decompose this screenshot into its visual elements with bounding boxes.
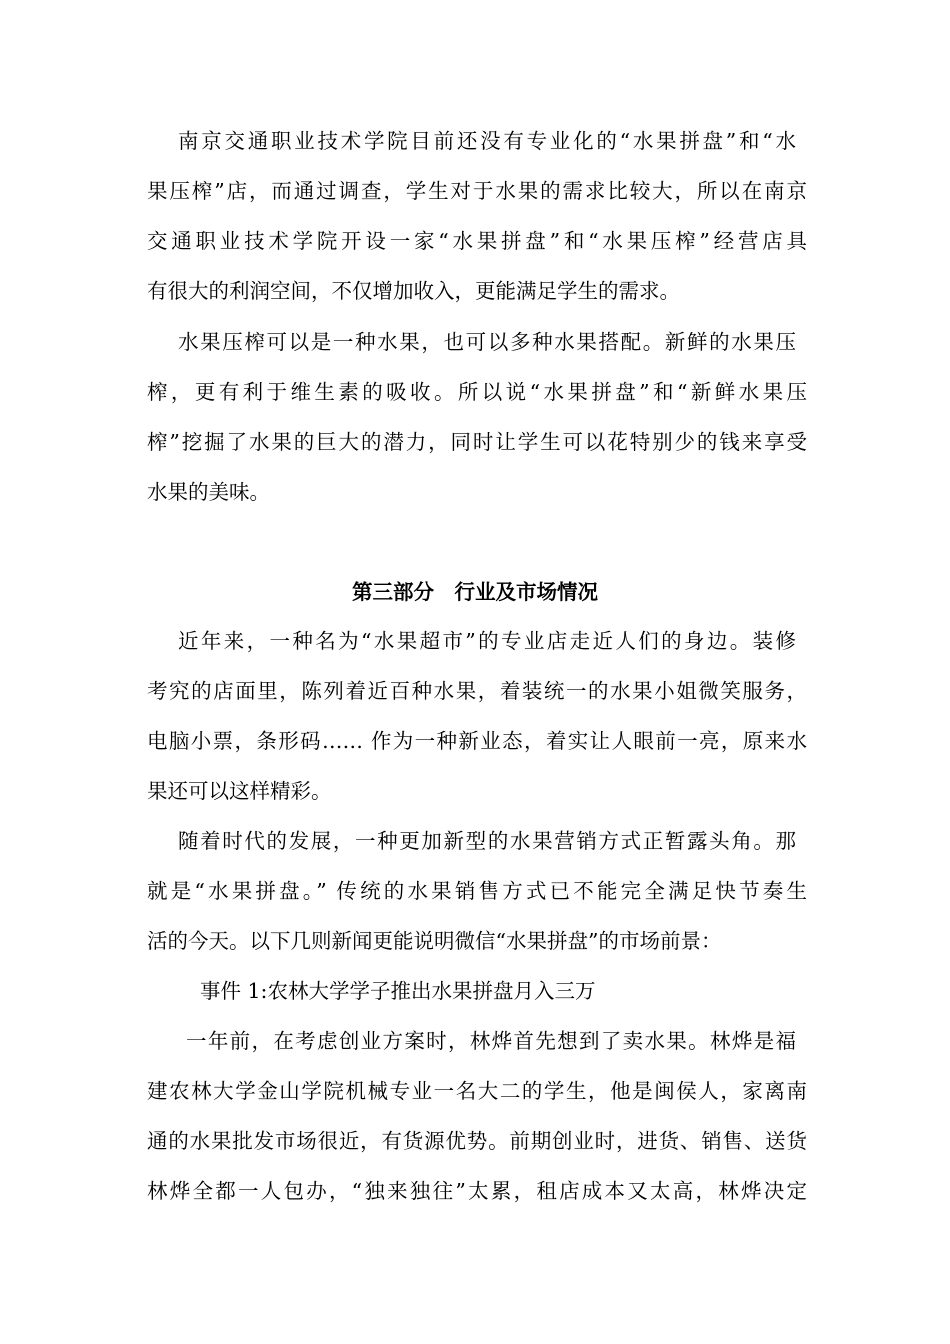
section-heading: 第三部分 行业及市场情况 bbox=[352, 580, 598, 604]
text-line: 一年前，在考虑创业方案时，林烨首先想到了卖水果。林烨是福 bbox=[186, 1029, 796, 1053]
text-line: 考究的店面里，陈列着近百种水果，着装统一的水果小姐微笑服务， bbox=[147, 679, 807, 703]
text-line: 随着时代的发展，一种更加新型的水果营销方式正暂露头角。那 bbox=[178, 829, 796, 853]
text-line: 就是“水果拼盘。” 传统的水果销售方式已不能完全满足快节奏生 bbox=[147, 879, 807, 903]
text-line: 电脑小票，条形码…… 作为一种新业态，着实让人眼前一亮，原来水 bbox=[147, 729, 807, 753]
text-line: 通的水果批发市场很近，有货源优势。前期创业时，进货、销售、送货 bbox=[147, 1129, 807, 1153]
text-line: 活的今天。以下几则新闻更能说明微信“水果拼盘”的市场前景： bbox=[147, 929, 722, 953]
event-title: 事件 1:农林大学学子推出水果拼盘月入三万 bbox=[200, 979, 596, 1003]
text-line: 水果的美味。 bbox=[147, 480, 270, 504]
text-line: 榨，更有利于维生素的吸收。所以说“水果拼盘”和“新鲜水果压 bbox=[147, 380, 807, 404]
text-line: 榨”挖掘了水果的巨大的潜力，同时让学生可以花特别少的钱来享受 bbox=[147, 430, 807, 454]
text-line: 林烨全都一人包办，“独来独往”太累，租店成本又太高，林烨决定 bbox=[147, 1179, 807, 1203]
text-line: 建农林大学金山学院机械专业一名大二的学生，他是闽侯人，家离南 bbox=[147, 1079, 807, 1103]
text-line: 果压榨”店，而通过调查，学生对于水果的需求比较大，所以在南京 bbox=[147, 179, 807, 203]
text-line: 近年来，一种名为“水果超市”的专业店走近人们的身边。装修 bbox=[178, 629, 796, 653]
text-line: 南京交通职业技术学院目前还没有专业化的“水果拼盘”和“水 bbox=[178, 129, 796, 153]
text-line: 交通职业技术学院开设一家“水果拼盘”和“水果压榨”经营店具 bbox=[147, 229, 807, 253]
text-line: 果还可以这样精彩。 bbox=[147, 779, 332, 803]
text-line: 水果压榨可以是一种水果，也可以多种水果搭配。新鲜的水果压 bbox=[178, 330, 796, 354]
text-line: 有很大的利润空间，不仅增加收入，更能满足学生的需求。 bbox=[147, 279, 680, 303]
